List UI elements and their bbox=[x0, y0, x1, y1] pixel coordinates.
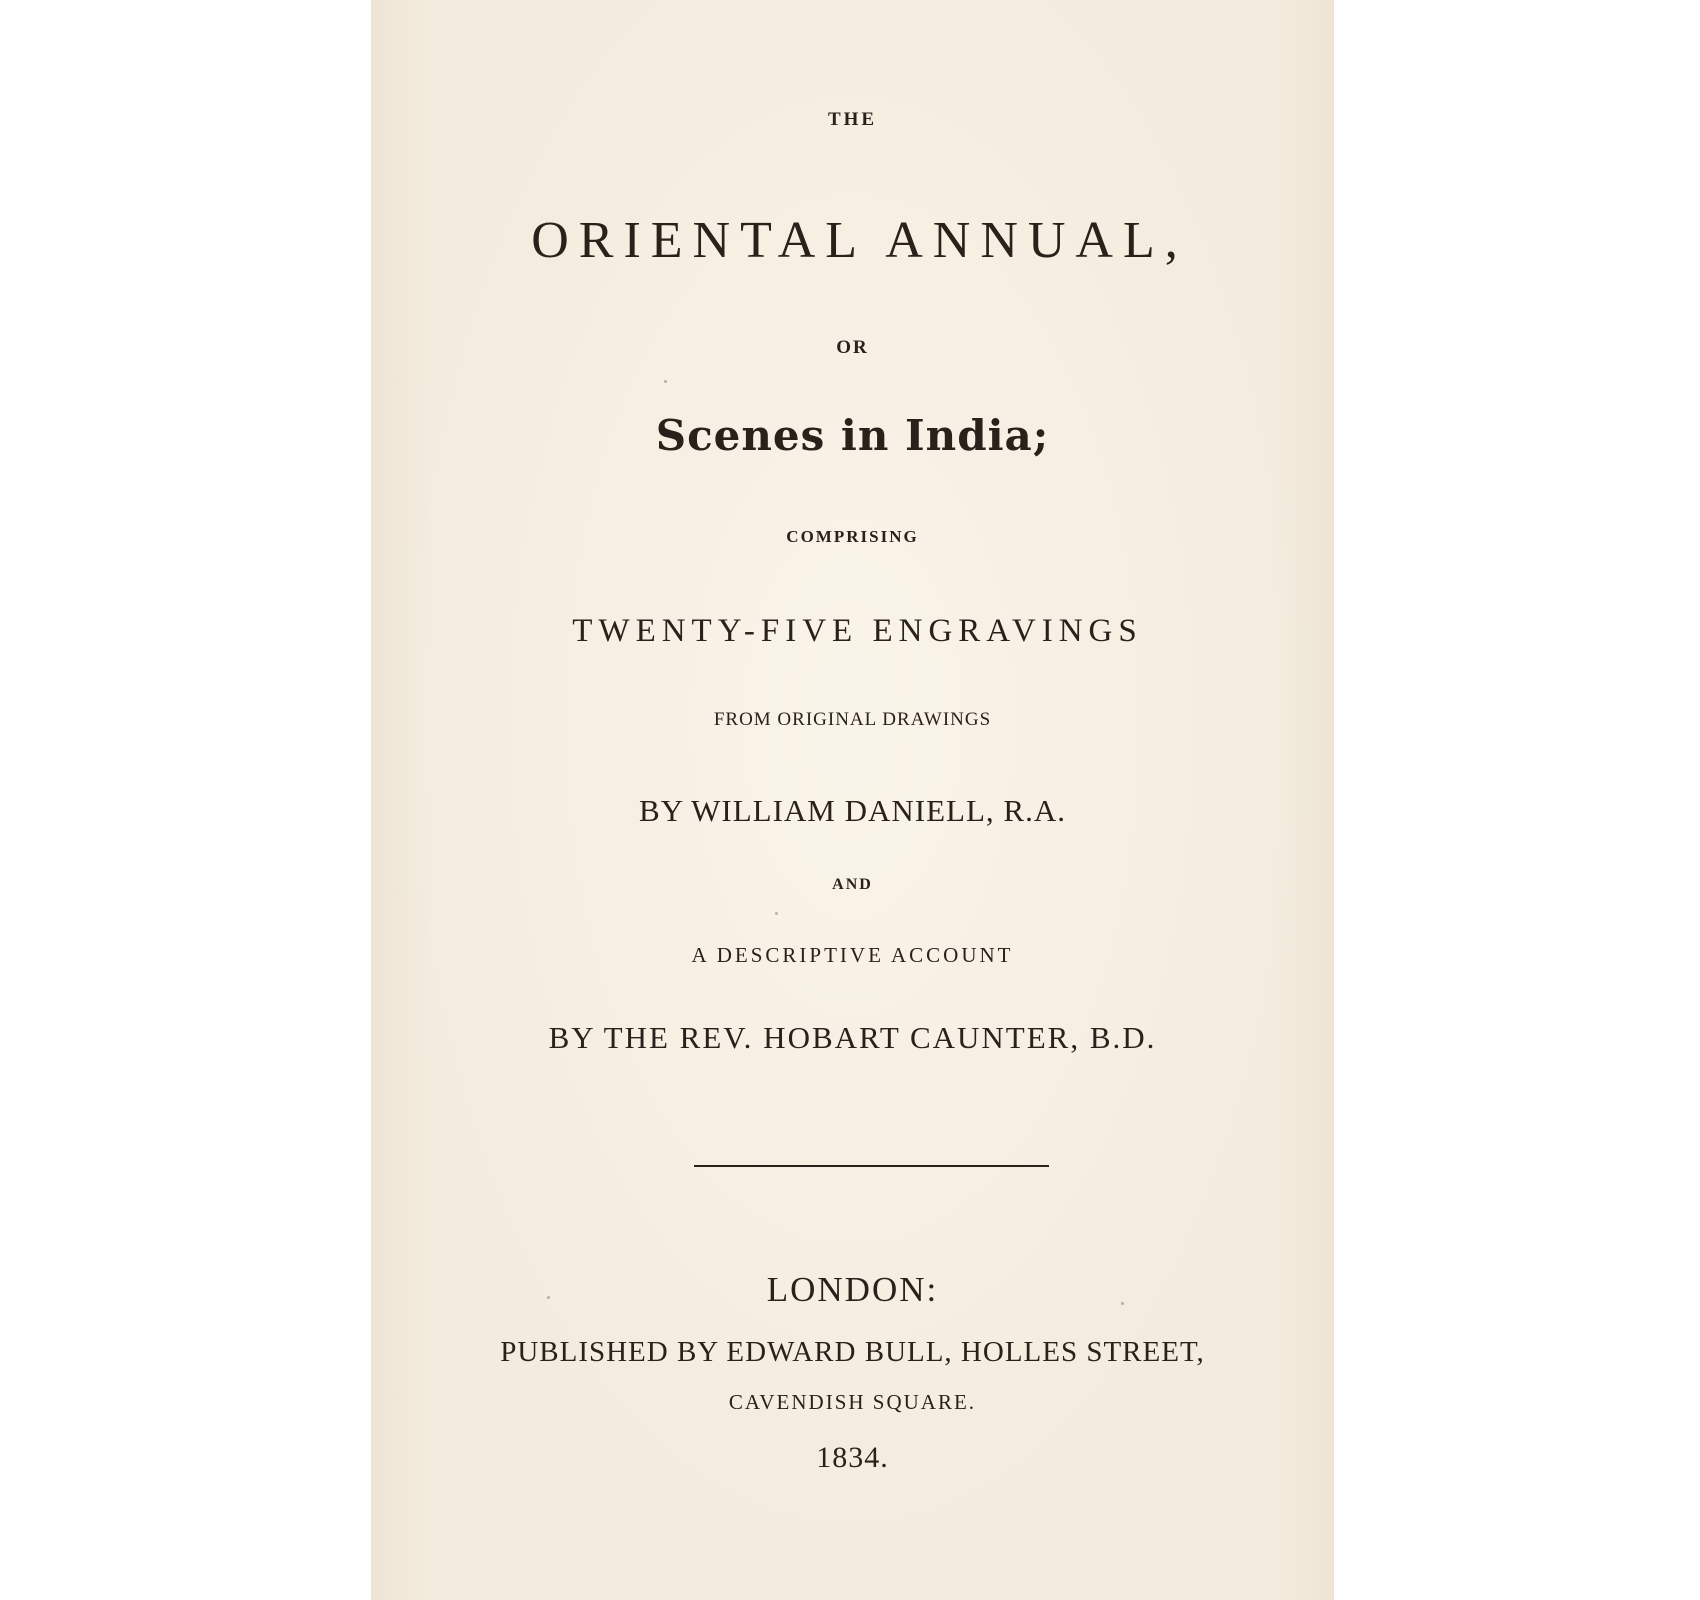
paper-speck bbox=[547, 1296, 550, 1299]
paper-speck bbox=[1121, 1302, 1124, 1305]
imprint-city: LONDON: bbox=[766, 1270, 939, 1309]
subtitle-blackletter: Scenes in India; bbox=[655, 411, 1050, 460]
title-the: THE bbox=[827, 109, 878, 130]
title-page bbox=[371, 0, 1334, 1600]
artist-credit: BY WILLIAM DANIELL, R.A. bbox=[639, 793, 1066, 828]
author-credit: BY THE REV. HOBART CAUNTER, B.D. bbox=[548, 1020, 1157, 1055]
imprint-address: CAVENDISH SQUARE. bbox=[728, 1390, 977, 1414]
descriptive-account-line: A DESCRIPTIVE ACCOUNT bbox=[691, 943, 1014, 967]
paper-speck bbox=[775, 912, 778, 915]
from-drawings-line: FROM ORIGINAL DRAWINGS bbox=[713, 709, 992, 730]
and-conjunction: AND bbox=[832, 876, 873, 893]
or-conjunction: OR bbox=[836, 337, 869, 358]
imprint-publisher: PUBLISHED BY EDWARD BULL, HOLLES STREET, bbox=[500, 1336, 1205, 1368]
engravings-line: TWENTY-FIVE ENGRAVINGS bbox=[572, 613, 1143, 649]
comprising-label: COMPRISING bbox=[786, 527, 919, 546]
main-title: ORIENTAL ANNUAL, bbox=[531, 212, 1188, 269]
imprint-year: 1834. bbox=[816, 1441, 889, 1474]
divider-rule bbox=[694, 1165, 1049, 1167]
paper-speck bbox=[664, 380, 667, 383]
